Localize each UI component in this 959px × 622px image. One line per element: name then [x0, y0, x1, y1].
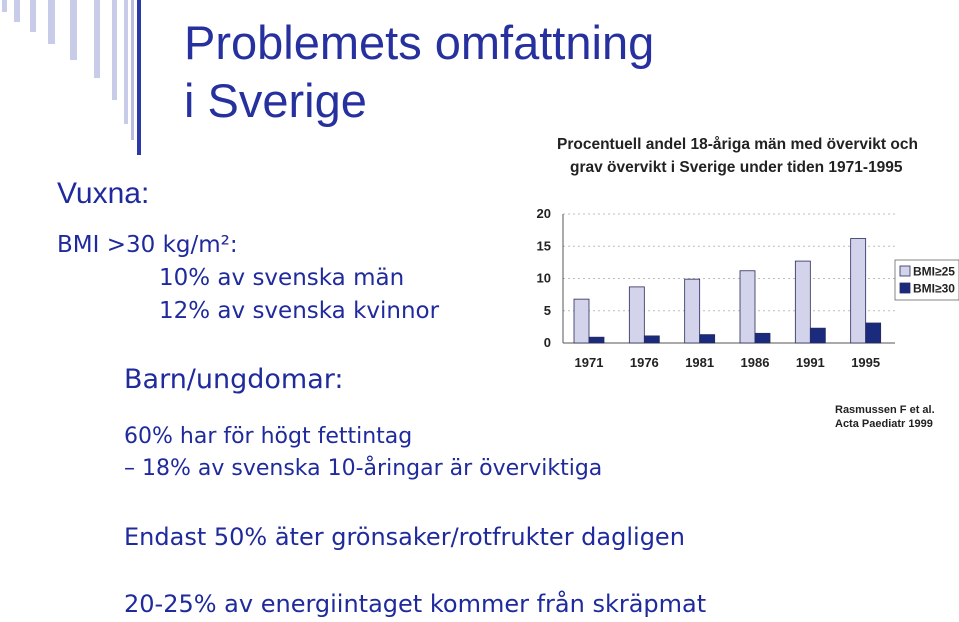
vegetables-statistic: Endast 50% äter grönsaker/rotfrukter dagligen — [124, 523, 685, 551]
legend-label: BMI≥25 — [913, 264, 955, 279]
x-tick-label: 1971 — [574, 355, 604, 370]
legend-swatch — [900, 266, 910, 276]
x-axis — [575, 355, 881, 370]
x-tick-label: 1986 — [740, 355, 770, 370]
y-axis — [537, 206, 895, 350]
x-tick-label: 1995 — [851, 355, 881, 370]
y-tick-label: 10 — [536, 270, 551, 286]
adults-heading: Vuxna: — [57, 177, 150, 210]
chart-bars — [574, 239, 881, 343]
chart-title-line-2: grav övervikt i Sverige under tiden 1971-1995 — [570, 159, 903, 176]
bmi-threshold-text: BMI >30 kg/m²: — [57, 232, 238, 258]
men-statistic: 10% av svenska män — [159, 265, 405, 291]
junk-food-statistic: 20-25% av energiintaget kommer från skräpmat — [124, 590, 707, 618]
x-tick-label: 1976 — [629, 355, 659, 370]
decorative-bars — [0, 0, 160, 160]
overweight-bar-chart — [520, 125, 955, 445]
bar-bmi30-1991 — [810, 328, 825, 343]
legend-swatch — [900, 283, 910, 293]
y-tick-label: 20 — [536, 206, 551, 221]
bar-bmi25-1971 — [574, 299, 589, 343]
children-heading: Barn/ungdomar: — [124, 364, 344, 395]
bar-bmi30-1981 — [700, 335, 715, 343]
bar-bmi30-1986 — [755, 333, 770, 343]
bar-bmi30-1976 — [644, 336, 659, 343]
bar-bmi30-1971 — [589, 337, 604, 343]
x-tick-label: 1991 — [795, 355, 825, 370]
slide-title — [184, 14, 654, 130]
chart-legend — [895, 260, 959, 300]
women-statistic: 12% av svenska kvinnor — [159, 298, 440, 324]
y-tick-label: 5 — [543, 302, 551, 318]
bar-bmi25-1995 — [851, 239, 866, 343]
bar-bmi25-1976 — [629, 287, 644, 343]
bar-bmi25-1991 — [795, 261, 810, 343]
fat-intake-statistic: 60% har för högt fettintag — [124, 424, 413, 449]
bar-bmi25-1986 — [740, 271, 755, 343]
title-line-1: Problemets omfattning — [184, 16, 655, 69]
chart-source-line-2: Acta Paediatr 1999 — [835, 418, 933, 430]
chart-gridlines — [563, 214, 895, 311]
chart-source-line-1: Rasmussen F et al. — [835, 404, 935, 416]
chart-title-line-1: Procentuell andel 18-åriga män med övervikt och — [557, 136, 918, 153]
y-tick-label: 15 — [536, 238, 551, 254]
y-tick-label: 0 — [543, 335, 551, 350]
bar-bmi25-1981 — [685, 279, 700, 343]
title-line-2: i Sverige — [184, 74, 367, 127]
x-tick-label: 1981 — [685, 355, 715, 370]
overweight-statistic: – 18% av svenska 10-åringar är överviktiga — [124, 456, 603, 481]
legend-label: BMI≥30 — [913, 281, 955, 296]
bar-bmi30-1995 — [866, 323, 881, 343]
